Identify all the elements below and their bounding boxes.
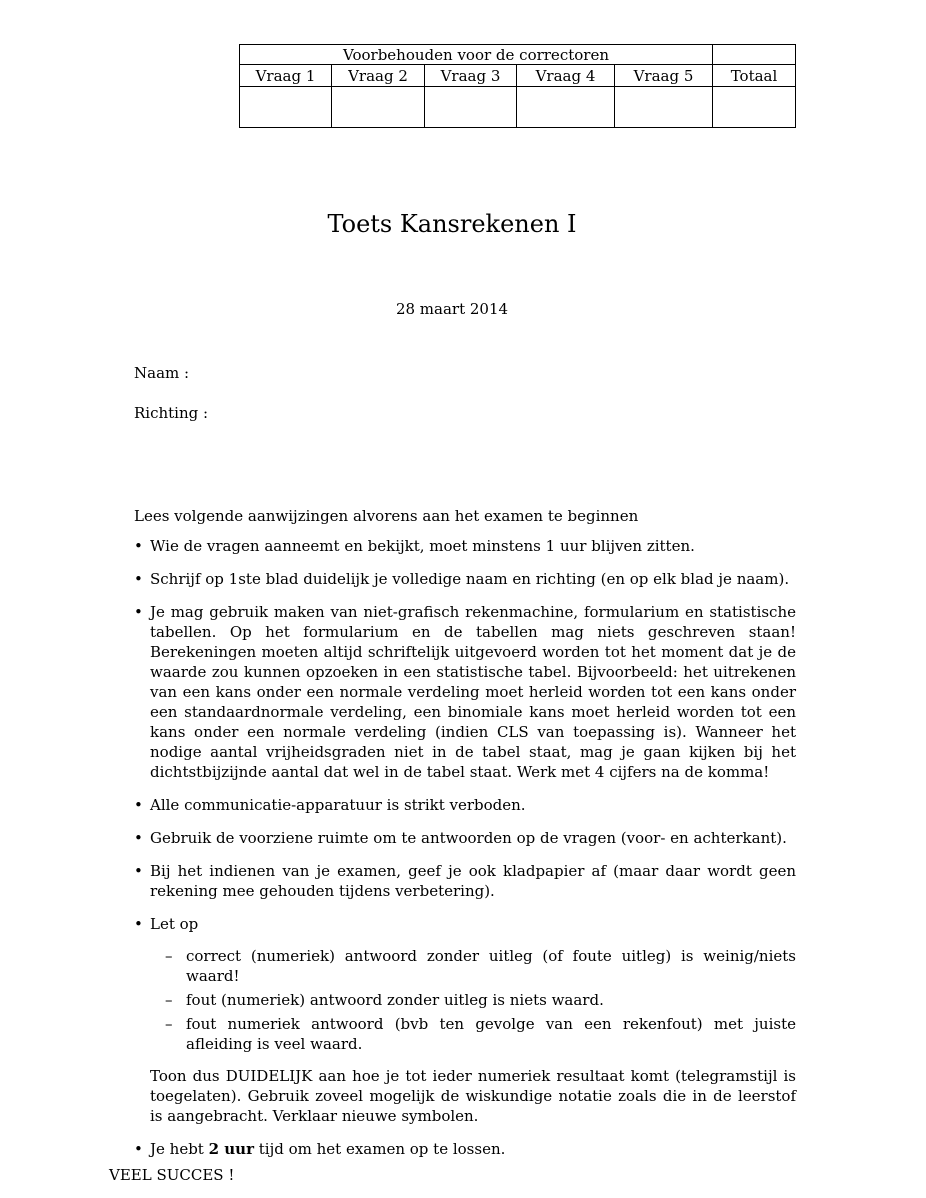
column-header-vraag-3: Vraag 3 — [425, 65, 517, 87]
score-cell-vraag-4 — [517, 87, 615, 128]
bullet-icon: • — [134, 915, 143, 933]
score-cell-vraag-1 — [240, 87, 332, 128]
program-field-label: Richting : — [134, 404, 209, 422]
bullet-icon: • — [134, 537, 143, 555]
let-op-note: Toon dus DUIDELIJK aan hoe je tot ieder numeriek resultaat komt (telegramstijl is toegelaten). Gebruik zoveel mogelijk de wiskundige notatie zoals die in de leerstof is aangebracht. Verklaar nieuwe symbolen. — [150, 1067, 796, 1125]
dash-icon: – — [165, 947, 173, 965]
time-item — [134, 1139, 796, 1159]
instruction-text: Bij het indienen van je examen, geef je ook kladpapier af (maar daar wordt geen rekening mee gehouden tijdens verbetering). — [150, 862, 796, 900]
instruction-item — [134, 795, 796, 815]
instruction-text: Gebruik de voorziene ruimte om te antwoorden op de vragen (voor- en achterkant). — [150, 829, 787, 847]
score-cell-vraag-3 — [425, 87, 517, 128]
time-prefix: Je hebt — [150, 1140, 204, 1158]
score-cell-vraag-2 — [332, 87, 425, 128]
column-header-totaal: Totaal — [713, 65, 796, 87]
bullet-icon: • — [134, 603, 143, 621]
let-op-list — [150, 946, 796, 1054]
grading-table-header-blank — [713, 45, 796, 65]
column-header-vraag-5: Vraag 5 — [615, 65, 713, 87]
instruction-item — [134, 828, 796, 848]
closing-message: VEEL SUCCES ! — [109, 1166, 235, 1184]
score-cell-vraag-5 — [615, 87, 713, 128]
dash-icon: – — [165, 991, 173, 1009]
let-op-label: Let op — [150, 915, 199, 933]
column-header-vraag-2: Vraag 2 — [332, 65, 425, 87]
instruction-item — [134, 602, 796, 782]
dash-icon: – — [165, 1015, 173, 1033]
instruction-item — [134, 569, 796, 589]
instruction-text: Alle communicatie-apparatuur is strikt verboden. — [150, 796, 526, 814]
score-cell-totaal — [713, 87, 796, 128]
instruction-text: Je mag gebruik maken van niet-grafisch rekenmachine, formularium en statistische tabellen. Op het formularium en de tabellen mag niets geschreven staan! Berekeningen moeten altijd schriftelijk uitgevoerd worden tot het moment dat je de waarde zou kunnen opzoeken in een statistische tabel. Bijvoorbeeld: het uitrekenen van een kans onder een normale verdeling moet herleid worden tot een kans onder een standaardnormale verdeling, een binomiale kans moet herleid worden tot een kans onder een normale verdeling (indien CLS van toepassing is). Wanneer het nodige aantal vrijheidsgraden niet in de tabel staat, mag je gaan kijken bij het dichtstbijzijnde aantal dat wel in de tabel staat. Werk met 4 cijfers na de komma! — [150, 603, 796, 781]
bullet-icon: • — [134, 570, 143, 588]
exam-date: 28 maart 2014 — [395, 300, 509, 318]
bullet-icon: • — [134, 829, 143, 847]
name-field-label: Naam : — [134, 364, 190, 382]
instruction-item — [134, 536, 796, 556]
time-duration: 2 uur — [208, 1140, 254, 1158]
let-op-subitem-text: correct (numeriek) antwoord zonder uitleg (of foute uitleg) is weinig/niets waard! — [186, 947, 796, 985]
instructions-list — [134, 536, 796, 1172]
let-op-subitem-text: fout numeriek antwoord (bvb ten gevolge van een rekenfout) met juiste afleiding is veel waard. — [186, 1015, 796, 1053]
bullet-icon: • — [134, 1140, 143, 1158]
column-header-vraag-1: Vraag 1 — [240, 65, 332, 87]
instructions-intro: Lees volgende aanwijzingen alvorens aan het examen te beginnen — [134, 507, 639, 525]
grading-table — [239, 44, 796, 128]
bullet-icon: • — [134, 796, 143, 814]
instruction-text: Schrijf op 1ste blad duidelijk je volledige naam en richting (en op elk blad je naam). — [150, 570, 790, 588]
let-op-subitem — [165, 990, 796, 1010]
let-op-subitem-text: fout (numeriek) antwoord zonder uitleg is niets waard. — [186, 991, 604, 1009]
exam-title: Toets Kansrekenen I — [327, 210, 577, 238]
bullet-icon: • — [134, 862, 143, 880]
let-op-subitem — [165, 1014, 796, 1054]
time-suffix: tijd om het examen op te lossen. — [258, 1140, 506, 1158]
instruction-item — [134, 861, 796, 901]
instruction-text: Wie de vragen aanneemt en bekijkt, moet minstens 1 uur blijven zitten. — [150, 537, 695, 555]
let-op-subitem — [165, 946, 796, 986]
column-header-vraag-4: Vraag 4 — [517, 65, 615, 87]
grading-table-header: Voorbehouden voor de correctoren — [240, 45, 713, 65]
let-op-item — [134, 914, 796, 1126]
